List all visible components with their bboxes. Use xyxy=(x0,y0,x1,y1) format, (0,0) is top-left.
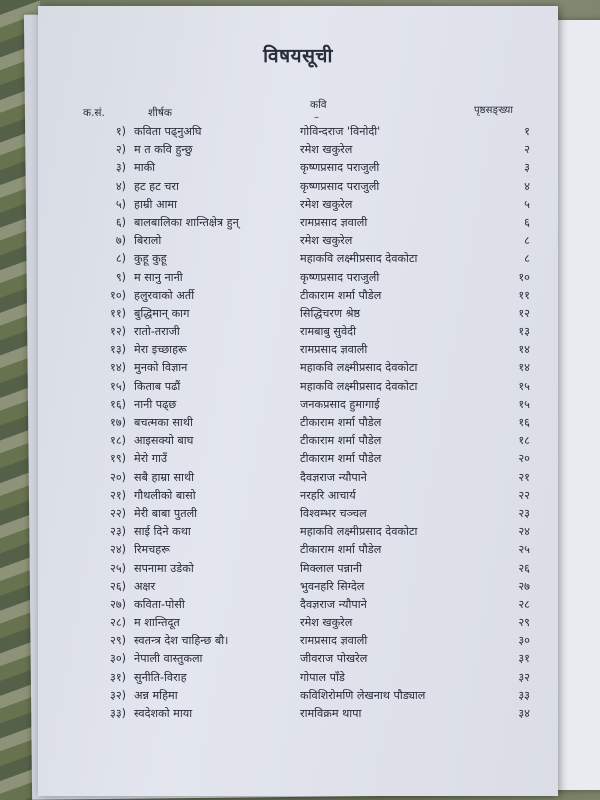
table-row xyxy=(38,488,558,506)
table-row xyxy=(38,706,558,724)
row-title: अन्न महिमा xyxy=(134,688,178,702)
row-poet: महाकवि लक्ष्मीप्रसाद देवकोटा xyxy=(300,361,418,375)
row-title: हलुरवाको अर्ती xyxy=(134,288,195,302)
row-title: कविता-पोसी xyxy=(134,597,185,611)
row-title: मेरा इच्छाहरू xyxy=(134,343,187,357)
row-poet: जनकप्रसाद हुमागाई xyxy=(300,397,380,411)
table-row xyxy=(38,433,558,451)
row-title: मेरी बाबा पुतली xyxy=(134,506,198,520)
table-row xyxy=(38,142,558,160)
row-number: १३) xyxy=(110,343,126,357)
row-number: ६) xyxy=(115,215,126,229)
row-poet: गोपाल पाँडे xyxy=(300,670,345,684)
row-page: २८ xyxy=(518,597,530,611)
row-page: २२ xyxy=(518,488,530,502)
row-page: ८ xyxy=(524,252,530,266)
row-page: २४ xyxy=(518,525,530,539)
table-row xyxy=(38,251,558,269)
row-page: २ xyxy=(524,143,530,157)
header-page: पृष्ठसङ्ख्या xyxy=(474,105,513,116)
row-page: ६ xyxy=(524,215,530,229)
row-poet: टीकाराम शर्मा पौडेल xyxy=(300,416,382,429)
row-title: माकी xyxy=(134,161,156,175)
header-poet: कवि xyxy=(310,99,327,111)
row-title: रातो-तराजी xyxy=(134,325,180,339)
table-row xyxy=(38,342,558,360)
row-title: बिरालो xyxy=(134,234,162,248)
row-title: हट हट चरा xyxy=(134,179,179,193)
table-row xyxy=(38,670,558,688)
row-page: २६ xyxy=(518,561,530,575)
row-poet: सिद्धिचरण श्रेष्ठ xyxy=(300,306,361,320)
header-title: शीर्षक xyxy=(148,107,172,119)
row-poet: रमेश खकुरेल xyxy=(300,143,353,157)
table-row xyxy=(38,542,558,560)
row-title: कविता पढ्नुअघि xyxy=(134,125,202,138)
row-page: ३३ xyxy=(518,688,530,702)
row-number: ३२) xyxy=(110,688,126,702)
contents-page xyxy=(38,6,558,796)
row-poet: गोविन्दराज 'विनोदी' xyxy=(300,125,381,138)
row-poet: रमेश खकुरेल xyxy=(300,616,353,630)
row-title: मेरो गाउँ xyxy=(134,452,168,466)
row-title: स्वदेशको माया xyxy=(134,707,193,720)
row-number: ३) xyxy=(115,161,126,175)
row-page: १२ xyxy=(518,306,530,320)
row-page: ८ xyxy=(524,234,530,248)
row-page: १८ xyxy=(518,434,530,448)
table-row xyxy=(38,360,558,378)
row-title: नानी पढ्छ xyxy=(134,397,177,411)
table-row xyxy=(38,561,558,579)
row-title: अक्षर xyxy=(134,579,156,593)
row-number: ९) xyxy=(115,270,126,284)
row-page: ३ xyxy=(524,161,530,175)
table-row xyxy=(38,270,558,288)
row-page: ३१ xyxy=(518,652,530,666)
row-number: १७) xyxy=(110,416,126,429)
row-page: २३ xyxy=(518,506,530,520)
row-poet: महाकवि लक्ष्मीप्रसाद देवकोटा xyxy=(300,252,418,266)
table-row xyxy=(38,397,558,415)
row-number: ३३) xyxy=(110,707,126,720)
row-title: किताब पढौं xyxy=(134,379,181,393)
row-poet: रमेश खकुरेल xyxy=(300,234,353,248)
row-title: बचत्मका साथी xyxy=(134,416,193,429)
row-page: ३४ xyxy=(518,707,530,720)
row-page: २५ xyxy=(518,543,530,557)
row-number: २७) xyxy=(110,597,126,611)
row-poet: रामप्रसाद ज्ञवाली xyxy=(300,634,368,648)
row-title: म शान्तिदूत xyxy=(134,616,180,630)
row-poet: टीकाराम शर्मा पौडेल xyxy=(300,543,382,557)
row-title: साई दिने कथा xyxy=(134,525,191,539)
table-row xyxy=(38,124,558,142)
row-title: गौथलीको बासो xyxy=(134,488,196,502)
row-page: ३२ xyxy=(518,670,530,684)
row-number: २५) xyxy=(110,561,126,575)
row-number: ३१) xyxy=(110,670,126,684)
row-page: १ xyxy=(524,125,530,138)
row-page: ३० xyxy=(518,634,530,648)
row-poet: कविशिरोमणि लेखनाथ पौड्याल xyxy=(300,688,426,702)
row-poet: रामबाबु सुवेदी xyxy=(300,325,357,339)
row-poet: रामप्रसाद ज्ञवाली xyxy=(300,215,368,229)
row-title: म त कवि हुन्छु xyxy=(134,143,193,157)
row-page: १४ xyxy=(518,361,530,375)
row-title: कुहू कुहू xyxy=(134,252,167,266)
row-number: ४) xyxy=(115,179,126,193)
table-row xyxy=(38,233,558,251)
row-poet: टीकाराम शर्मा पौडेल xyxy=(300,434,382,448)
table-row xyxy=(38,451,558,469)
table-row xyxy=(38,160,558,178)
row-number: १) xyxy=(115,125,126,138)
row-title: सुनीति-विराह xyxy=(134,670,187,684)
row-poet: टीकाराम शर्मा पौडेल xyxy=(300,452,382,466)
row-number: ८) xyxy=(115,252,126,266)
row-page: २९ xyxy=(518,616,530,630)
row-number: २४) xyxy=(110,543,126,557)
row-number: १६) xyxy=(110,397,126,411)
table-row xyxy=(38,524,558,542)
row-poet: दैवज्ञराज न्यौपाने xyxy=(300,470,367,484)
row-title: सपनामा उडेको xyxy=(134,561,194,575)
table-row xyxy=(38,633,558,651)
row-poet: रमेश खकुरेल xyxy=(300,197,353,211)
row-number: २) xyxy=(115,143,126,157)
row-number: १२) xyxy=(110,325,126,339)
table-row xyxy=(38,379,558,397)
row-poet: दैवज्ञराज न्यौपाने xyxy=(300,597,367,611)
row-title: नेपाली वास्तुकला xyxy=(134,652,203,666)
header-serial: क.सं. xyxy=(83,107,105,119)
row-page: २१ xyxy=(518,470,530,484)
table-row xyxy=(38,688,558,706)
row-poet: महाकवि लक्ष्मीप्रसाद देवकोटा xyxy=(300,379,418,393)
header-poet-dash: – xyxy=(314,112,319,123)
row-poet: महाकवि लक्ष्मीप्रसाद देवकोटा xyxy=(300,525,418,539)
row-page: १५ xyxy=(518,379,530,393)
row-poet: विश्वम्भर चञ्चल xyxy=(300,506,367,520)
row-number: १९) xyxy=(110,452,126,466)
table-row xyxy=(38,615,558,633)
row-number: ७) xyxy=(115,234,126,248)
row-poet: कृष्णप्रसाद पराजुली xyxy=(300,270,380,284)
table-row xyxy=(38,597,558,615)
row-page: १६ xyxy=(518,416,530,429)
row-number: ३०) xyxy=(110,652,126,666)
row-number: २१) xyxy=(110,488,126,502)
row-number: २२) xyxy=(110,506,126,520)
table-row xyxy=(38,197,558,215)
contents-table xyxy=(38,124,558,724)
row-number: १५) xyxy=(110,379,126,393)
page-title: विषयसूची xyxy=(263,45,333,67)
table-row xyxy=(38,306,558,324)
row-number: १८) xyxy=(110,434,126,448)
row-title: बुद्धिमान् काग xyxy=(134,306,190,320)
row-page: १३ xyxy=(518,325,530,339)
row-poet: जीवराज पोखरेल xyxy=(300,652,368,666)
table-row xyxy=(38,324,558,342)
row-page: १४ xyxy=(518,343,530,357)
row-number: १०) xyxy=(110,288,126,302)
row-page: १५ xyxy=(518,397,530,411)
row-poet: रामप्रसाद ज्ञवाली xyxy=(300,343,368,357)
row-page: २७ xyxy=(518,579,530,593)
row-title: सबै हाम्रा साथी xyxy=(134,470,194,484)
facing-page xyxy=(556,20,600,790)
row-poet: कृष्णप्रसाद पराजुली xyxy=(300,161,380,175)
row-poet: भुवनहरि सिग्देल xyxy=(300,579,365,593)
row-poet: मिक्लाल पन्नानी xyxy=(300,561,363,575)
row-number: २०) xyxy=(110,470,126,484)
row-poet: नरहरि आचार्य xyxy=(300,488,356,502)
row-number: ५) xyxy=(115,197,126,211)
row-number: २९) xyxy=(110,634,126,648)
row-title: बालबालिका शान्तिक्षेत्र हुन् xyxy=(134,215,239,229)
row-page: १० xyxy=(518,270,530,284)
table-row xyxy=(38,470,558,488)
table-row xyxy=(38,179,558,197)
table-row xyxy=(38,506,558,524)
row-title: स्वतन्त्र देश चाहिन्छ बौ। xyxy=(134,634,229,648)
table-row xyxy=(38,215,558,233)
row-number: २३) xyxy=(110,525,126,539)
row-title: मुनको विज्ञान xyxy=(134,361,188,375)
row-number: २६) xyxy=(110,579,126,593)
row-poet: कृष्णप्रसाद पराजुली xyxy=(300,179,380,193)
row-number: ११) xyxy=(110,306,126,320)
row-page: ११ xyxy=(518,288,530,302)
row-title: रिमचहरू xyxy=(134,543,170,557)
row-page: २० xyxy=(518,452,530,466)
row-title: आइसक्यो बाघ xyxy=(134,434,194,448)
row-title: हाम्री आमा xyxy=(134,197,178,211)
table-row xyxy=(38,415,558,433)
row-poet: रामविक्रम थापा xyxy=(300,707,362,720)
table-row xyxy=(38,288,558,306)
row-page: ४ xyxy=(524,179,530,193)
row-title: म सानु नानी xyxy=(134,270,183,284)
table-row xyxy=(38,651,558,669)
row-number: १४) xyxy=(110,361,126,375)
row-page: ५ xyxy=(524,197,530,211)
table-row xyxy=(38,579,558,597)
row-number: २८) xyxy=(110,616,126,630)
row-poet: टीकाराम शर्मा पौडेल xyxy=(300,288,382,302)
